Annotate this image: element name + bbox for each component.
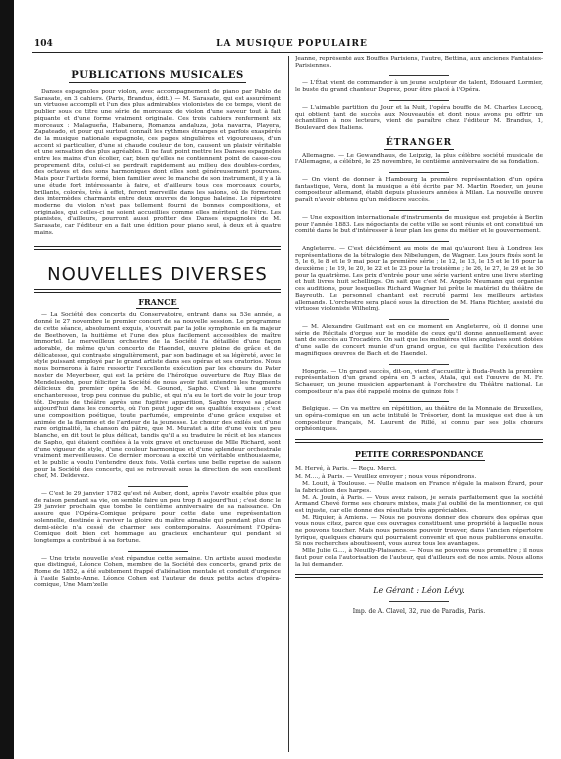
- france-paragraph-auber: — C'est le 29 janvier 1782 qu'est né Auber, dont, après l'avoir exaltée plus que de raison pendant sa vie, on semble faire un peu trop fi aujourd'hui ; c'est donc le 29 janvier prochain que tombe le centième anniversaire de sa naissance. On assure que l'Opéra-Comique prépare pour cette date une représentation solennelle, destinée à raviver la gloire du maître aimable qui pendant plus d'un demi-siècle n'a cessé de charmer ses contemporains. Assurément l'Opéra-Comique doit bien cet hommage au gracieux enchanteur qui pendant si longtemps a contribué à sa fortune.: [34, 491, 281, 544]
- subheading-france: FRANCE: [138, 297, 177, 308]
- paragraph-separator: [389, 401, 449, 402]
- paragraph-separator: [389, 364, 449, 365]
- correspondance-item: M. Riquier, à Amiens. — Nous ne pouvons donner des chœurs des opéras que vous nous citez, parce que ces ouvrages constituent une propriété à laquelle nous ne pouvons toucher. Mais nous pensons pouvoir trouver, dans l'ancien répertoire lyrique, quelques chœurs qui pourraient convenir et que nous publierons ensuite. Si nos recherches aboutissent, vous aurez tous les avantages.: [295, 514, 543, 548]
- correspondance-item: Mlle Julie G...., à Neuilly-Plaisance. — Nous ne pouvons vous promettre ; il nous faut pour cela l'autorisation de l'auteur, qui d'ailleurs est de nos amis. Nous allons la lui demander.: [295, 548, 543, 568]
- france-paragraph-cohen: — Une triste nouvelle s'est répandue cette semaine. Un artiste aussi modeste que distingué, Léonce Cohen, membre de la Société des concerts, grand prix de Rome de 1852, a été subitement frappé d'aliénation mentale et conduit d'urgence à l'asile Sainte-Anne. Léonce Cohen est l'auteur de deux petits actes d'opéra-comique, Une Mam'zelle: [34, 555, 281, 589]
- paragraph-separator: [389, 319, 449, 320]
- correspondance-item: M. A. Jouin, à Paris. — Vous avez raison, je serais parfaitement que la société Armand Chevé forme ses chœurs mixtes, mais j'ai oublié de la mentionner, ce qui est injuste, car elle donne des résultats très appréciables.: [295, 494, 543, 514]
- paragraph-separator: [389, 241, 449, 242]
- section-heading-publications: PUBLICATIONS MUSICALES: [71, 70, 244, 81]
- paragraph-separator: [389, 210, 449, 211]
- paragraph-separator: [389, 172, 449, 173]
- header-rule: [32, 52, 543, 53]
- right-column: [295, 56, 543, 752]
- news-paragraph-belgique: Belgique. — On va mettre en répétition, au théâtre de la Monnaie de Bruxelles, un opéra-comique en un acte intitulé le Trésorier, dont la musique est due à un compositeur français, M. Laurent de Rillé, si connu par ses jolis chœurs orphéoniques.: [295, 406, 543, 433]
- gerant-signature: Le Gérant : Léon Lévy.: [373, 586, 465, 596]
- subheading-etranger: ÉTRANGER: [385, 137, 453, 148]
- section-heading-nouvelles: NOUVELLES DIVERSES: [47, 264, 268, 286]
- printer-imprint: Imp. de A. Clavel, 32, rue de Paradis, Paris.: [352, 608, 486, 616]
- news-paragraph-allemagne: Allemagne. — Le Gewandhaus, de Leipzig, la plus célèbre société musicale de l'Allemagne, a célébré, le 25 novembre, le centième anniversaire de sa fondation.: [295, 152, 543, 166]
- news-paragraph-guilmant: — M. Alexandre Guilmant est en ce moment en Angleterre, où il donne une série de Récitals d'orgue sur le modèle de ceux qu'il donne annuellement avec tant de succès au Trocadéro. On sait que les molnières villes anglaises sont dotées d'une salle de concert munie d'un grand orgue, ce qui facilite l'exécution des magnifiques œuvres de Bach et de Haendel.: [295, 323, 543, 357]
- running-header: [22, 36, 549, 52]
- page-content: [22, 36, 549, 752]
- left-column: [34, 56, 281, 752]
- news-paragraph-hambourg: — On vient de donner à Hambourg la première représentation d'un opéra fantastique, Vera, dont la musique a été écrite par M. Martin Roeder, un jeune compositeur allemand, établi depuis plusieurs années à Milan. La nouvelle œuvre paraît n'avoir obtenu qu'un médiocre succès.: [295, 177, 543, 204]
- page-number: 104: [34, 39, 53, 49]
- publication-title: LA MUSIQUE POPULAIRE: [216, 39, 368, 49]
- paragraph-separator: [389, 601, 449, 602]
- paragraph-separator: [128, 486, 188, 487]
- continued-paragraph: Jeanne, représenté aux Bouffes Parisiens, l'autre, Bettina, aux ancienes Fantaisies-Parisiennes.: [295, 56, 543, 69]
- france-paragraph-concerts: — La Société des concerts du Conservatoire, entrant dans sa 53e année, a donné le 27 novembre le premier concert de sa nouvelle session. Le programme de cette séance, absolument exquis, s'ouvrait par la jolie symphonie en fa majeur de Beethoven, la huitième et l'une des plus facilement accessibles de maître immortel. Le merveilleux orchestre de la Société l'a détaillée d'une façon adorable, de même qu'un concerto de Haendel, œuvre pleine de grâce et de délicatesse, qui contraste singulièrement, par son badinage et sa légèreté, avec le style puissant employé par le grand artiste dans ses opéras et ses oratorios. Nous nous bornerons à faire ressortir l'excellente exécution par les chœurs du Pater noster de Meyerbeer, qui est la prière de l'héroïque ouverture de Ruy Blas de Mendelssohn, pour féliciter la Société de nous avoir fait entendre les fragments délicieux du premier opéra de M. Gounod, Sapho. C'est là une œuvre enchanteresse, trop peu connue du public, et qui n'a eu le tort de voir le jour trop tôt. Depuis de théâtre après une fugitive apparition, Sapho trouve sa place aujourd'hui dans les concerts, où l'on peut juger de ses qualités exquises ; c'est une composition poétique, toute parfumée, empreinte d'une grâce exquise et animée de la flamme et de l'ardeur de la jeunesse. Le chœur des exilés est d'une rare originalité, la chanson du pâtre, que M. Muratet a dite d'une voix un peu blanche, en dit tout le plus délicat, tandis qu'il a su traduire le récit et les stances de Sapho, qui étaient confiées à la voix grave et onctueuse de Mlle Richard, sont d'une vigueur de style, d'une couleur harmonique et d'une splendeur orchestrale vraiment merveilleuses. Ce dernier morceau a excité un véritable enthousiasme, et le public a voulu l'entendre deux fois. Voilà certes une belle reprise de saison pour la Société des concerts, qui se retrouvait sous la direction de son excellent chef, M. Deldevez.: [34, 312, 281, 480]
- news-paragraph-lormier: — L'État vient de commander à un jeune sculpteur de talent, Edouard Lormier, le buste du grand chanteur Duprez, pour être placé à l'Opéra.: [295, 80, 543, 94]
- column-divider: [288, 56, 289, 752]
- correspondance-item: M. M...., à Paris. — Veuillez envoyer ; nous vous répondrons.: [295, 474, 477, 481]
- publications-paragraph: Danses espagnoles pour violon, avec accompagnement de piano par Pablo de Sarasate, en 3 cahiers. (Paris, Brandus, édit.) — M. Sarasate, qui est assurément un virtuose accompli et l'un des plus admirables violonistes de ce temps, vient de publier sous ce titre une série de morceaux de violon d'une saveur tout à fait piquante et d'une forme vraiment originale. Ces trois cahiers renferment six morceaux : Malagueña, Habanera, Romanza andaluza, jota navarra, Playera, Zapateado, et pour qui surtout connaît les rythmes étranges et parfois exaspérés de la musique nationale espagnole, ces pages singulières et vigoureuses, d'un accent si particulier, d'une si chaude couleur de ton, causent un plaisir véritable et une sensation des plus agréables. Il ne faut point mettre les Danses espagnoles entre les mains d'un écolier, car, bien qu'elles ne contiennent point de casse-cou proprement dits, celui-ci se perdrait rapidement au milieu des doubles-cordes, des octaves et des sons harmoniques dont elles sont généreusement pourvues. Mais pour l'artiste formé, bien familier avec le manche de son instrument, il y a là une étude fort intéressante à faire, et d'ailleurs tous ces morceaux courts, brillants, colorés, très à effet, feront merveille dans les salons, où ils formeront des intermèdes charmants entre deux œuvres de longue haleine. Le répertoire moderne du violon n'est pas tellement fourni de bonnes compositions, et originales, qui celles-ci ne soient accueillies comme elles méritent de l'être. Les pianistes, d'ailleurs, pourront aussi profiter des Danses espagnoles de M. Sarasate, car l'éditeur en a fait une édition pour piano seul, à deux et à quatre mains.: [34, 89, 281, 236]
- news-paragraph-lecocq: — L'aimable partition du Jour et la Nuit, l'opéra bouffe de M. Charles Lecocq, qui obtient tant de succès aux Nouveautés et dont nous avons pu offrir un échantillon à nos lecteurs, vient de paraître chez l'éditeur M. Brandus, 1, Boulevard des Italiens.: [295, 104, 543, 131]
- news-paragraph-angleterre: Angleterre. — C'est décidément au mois de mai qu'auront lieu à Londres les représentations de la tétralogie des Nibelungen, de Wagner. Les jours fixés sont le 5, le 6, le 8 et le 9 mai pour la première série ; le 12, le 13, le 15 et le 16 pour la deuxième ; le 19, le 20, le 22 et le 23 pour la troisième ; le 26, le 27, le 29 et le 30 pour la quatrième. Les prix d'entrée pour une série varient entre une livre sterling et huit livres huit schellings. On sait que c'est M. Angelo Neumann qui organise ces auditions, pour lesquelles Richard Wagner lui prête le matériel du théâtre de Bayreuth. Le personnel chantant est recruté parmi les meilleurs artistes allemands. L'orchestre sera placé sous la direction de M. Hans Richter, assisté du virtuose violoniste Wilhelmj.: [295, 245, 543, 313]
- section-double-rule: [295, 439, 543, 443]
- news-paragraph-hongrie: Hongrie. — Un grand succès, dit-on, vient d'accueillir à Buda-Pesth la première représentation d'un grand opéra en 5 actes, Atala, qui est l'œuvre de M. Fr. Schaeuer, un jeune musicien appartenant à l'orchestre du Théâtre national. Le compositeur n'a pas été rappelé moins de quinze fois !: [295, 368, 543, 395]
- correspondance-item: M. Hervé, à Paris. — Reçu. Merci.: [295, 466, 397, 473]
- paragraph-separator: [389, 100, 449, 101]
- section-double-rule: [34, 289, 281, 293]
- section-heading-correspondance: PETITE CORRESPONDANCE: [354, 449, 484, 460]
- paragraph-separator: [389, 75, 449, 76]
- scan-binding-shadow: [0, 0, 14, 759]
- section-double-rule: [34, 246, 281, 250]
- paragraph-separator: [128, 551, 188, 552]
- news-paragraph-exposition: — Une exposition internationale d'instruments de musique est projetée à Berlin pour l'année 1883. Les négociants de cette ville se sont réunis et ont constitué un comité dans le but d'intéresser à leur plan les gens du métier et le gouvernement.: [295, 214, 543, 235]
- section-double-rule: [295, 574, 543, 578]
- correspondance-item: M. Louit, à Toulouse. — Nulle maison en France n'égale la maison Érard, pour la fabrication des harpes.: [295, 481, 543, 494]
